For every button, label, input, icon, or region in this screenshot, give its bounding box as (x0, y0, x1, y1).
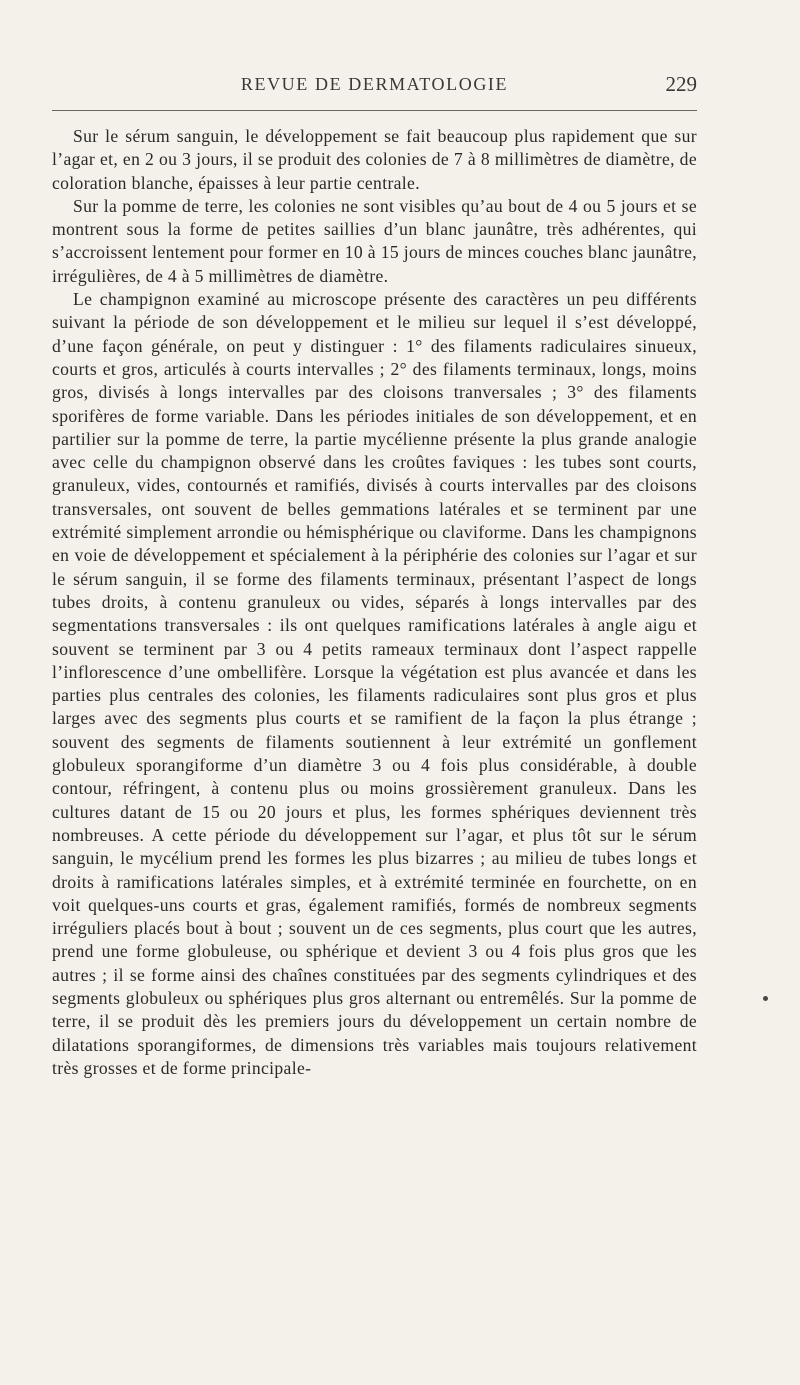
journal-title: REVUE DE DERMATOLOGIE (240, 74, 509, 94)
body-text (52, 125, 697, 1080)
page-number: 229 (665, 72, 697, 96)
paragraph-microscope-description: Le champignon examiné au microscope présente des caractères un peu différents suivant la période de son développement et le milieu sur lequel il s’est développé, d’une façon générale, on peut y distinguer : 1° des filaments radiculaires sinueux, courts et gros, articulés à courts intervalles ; 2° des filaments terminaux, longs, moins gros, divisés à longs intervalles par des cloisons tranversales ; 3° des filaments sporifères de forme variable. Dans les périodes initiales de son développement, et en partilier sur la pomme de terre, la partie mycélienne présente la plus grande analogie avec celle du champignon observé dans les croûtes faviques : les tubes sont courts, granuleux, vides, contournés et ramifiés, divisés à courts intervalles par des cloisons transversales, ont souvent de belles gemmations latérales et se terminent par une extrémité simplement arrondie ou hémisphérique ou claviforme. Dans les champignons en voie de développement et spécialement à la périphérie des colonies sur l’agar et sur le sérum sanguin, il se forme des filaments terminaux, présentant l’aspect de longs tubes droits, à contenu granuleux ou vides, séparés à longs intervalles par des segmentations transversales : ils ont quelques ramifications latérales à angle aigu et souvent se terminent par 3 ou 4 petits rameaux terminaux dont l’aspect rappelle l’inflorescence d’une ombellifère. Lorsque la végétation est plus avancée et dans les parties plus centrales des colonies, les filaments radiculaires sont plus gros et plus larges avec des segments plus courts et se ramifient de la façon la plus étrange ; souvent des segments de filaments soutiennent à leur extrémité un gonflement globuleux sporangiforme d’un diamètre 3 ou 4 fois plus considérable, à double contour, réfringent, à contenu plus ou moins grossièrement granuleux. Dans les cultures datant de 15 ou 20 jours et plus, les formes sphériques deviennent très nombreuses. A cette période du développement sur l’agar, et plus tôt sur le sérum sanguin, le mycélium prend les formes les plus bizarres ; au milieu de tubes longs et droits à ramifications latérales simples, et à extrémité terminée en fourchette, on en voit quelques-uns courts et gras, également ramifiés, formés de nombreux segments irréguliers placés bout à bout ; souvent un de ces segments, plus court que les autres, prend une forme globuleuse, ou sphérique et devient 3 ou 4 fois plus gros que les autres ; il se forme ainsi des chaînes constituées par des segments cylindriques et des segments globuleux ou sphériques plus gros alternant ou entremêlés. Sur la pomme de terre, il se produit dès les premiers jours du développement un certain nombre de dilatations sporangiformes, de dimensions très variables mais toujours relativement très grosses et de forme principale- (52, 289, 697, 1078)
header-rule (52, 110, 697, 111)
running-head (52, 72, 697, 98)
ink-speck (763, 996, 768, 1001)
paragraph-serum-culture: Sur le sérum sanguin, le développement se fait beaucoup plus rapidement que sur l’agar et, en 2 ou 3 jours, il se produit des colonies de 7 à 8 millimètres de diamètre, de coloration blanche, épaisses à leur partie centrale. (52, 126, 697, 193)
paragraph-potato-culture: Sur la pomme de terre, les colonies ne sont visibles qu’au bout de 4 ou 5 jours et se montrent sous la forme de petites saillies d’un blanc jaunâtre, très adhérentes, qui s’accroissent lentement pour former en 10 à 15 jours de minces couches blanc jaunâtre, irrégulières, de 4 à 5 millimètres de diamètre. (52, 195, 697, 286)
